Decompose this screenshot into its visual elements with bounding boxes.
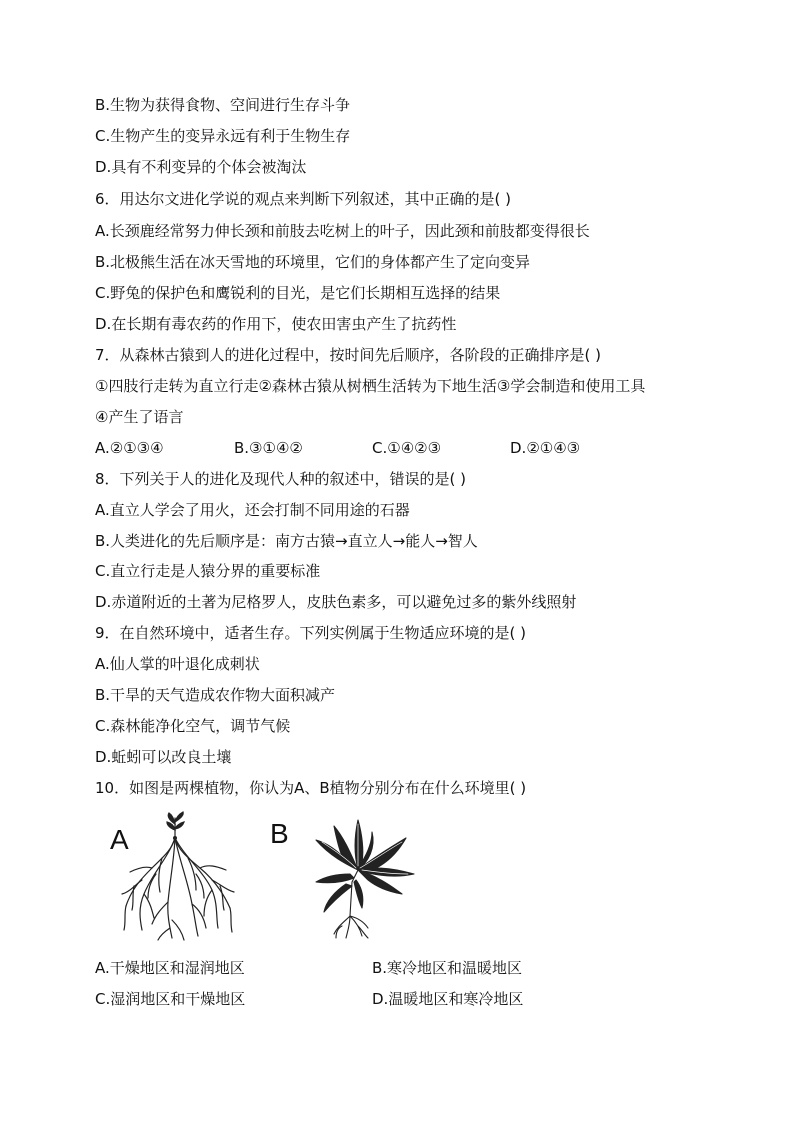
q10-option-c: C.湿润地区和干燥地区: [95, 990, 246, 1008]
q7-option-a: A.②①③④: [95, 439, 164, 457]
q5-option-b: B.生物为获得食物、空间进行生存斗争: [95, 96, 351, 114]
q8-option-a: A.直立人学会了用火，还会打制不同用途的石器: [95, 501, 410, 519]
q5-option-d: D.具有不利变异的个体会被淘汰: [95, 158, 307, 176]
q10-option-b: B.寒冷地区和温暖地区: [372, 959, 523, 977]
q10-option-a: A.干燥地区和湿润地区: [95, 959, 245, 977]
q8-option-b: B.人类进化的先后顺序是：南方古猿→直立人→能人→智人: [95, 532, 478, 550]
q7-option-d: D.②①④③: [510, 439, 581, 457]
q7-option-c: C.①④②③: [372, 439, 442, 457]
q9-option-b: B.干旱的天气造成农作物大面积减产: [95, 686, 336, 704]
q6-option-a: A.长颈鹿经常努力伸长颈和前肢去吃树上的叶子，因此颈和前肢都变得很长: [95, 222, 590, 240]
q7-statements-1: ①四肢行走转为直立行走②森林古猿从树栖生活转为下地生活③学会制造和使用工具: [95, 377, 646, 395]
q9-option-d: D.蚯蚓可以改良土壤: [95, 748, 232, 766]
q9-option-c: C.森林能净化空气，调节气候: [95, 717, 291, 735]
q5-option-c: C.生物产生的变异永远有利于生物生存: [95, 127, 351, 145]
q8-stem: 8．下列关于人的进化及现代人种的叙述中，错误的是( ): [95, 470, 467, 488]
q7-statements-2: ④产生了语言: [95, 408, 184, 426]
plant-a-illustration: [112, 810, 242, 942]
q9-stem: 9．在自然环境中，适者生存。下列实例属于生物适应环境的是( ): [95, 624, 527, 642]
q7-options: [95, 438, 695, 458]
q8-option-d: D.赤道附近的土著为尼格罗人，皮肤色素多，可以避免过多的紫外线照射: [95, 593, 577, 611]
q10-stem: 10．如图是两棵植物，你认为A、B植物分别分布在什么环境里( ): [95, 779, 527, 797]
q8-option-c: C.直立行走是人猿分界的重要标准: [95, 562, 321, 580]
q7-stem: 7．从森林古猿到人的进化过程中，按时间先后顺序，各阶段的正确排序是( ): [95, 346, 602, 364]
q6-option-d: D.在长期有毒农药的作用下，使农田害虫产生了抗药性: [95, 315, 457, 333]
q6-stem: 6．用达尔文进化学说的观点来判断下列叙述，其中正确的是( ): [95, 190, 512, 208]
q6-option-c: C.野兔的保护色和鹰锐利的目光，是它们长期相互选择的结果: [95, 284, 501, 302]
q7-option-b: B.③①④②: [234, 439, 303, 457]
q9-option-a: A.仙人掌的叶退化成刺状: [95, 655, 260, 673]
q10-option-d: D.温暖地区和寒冷地区: [372, 990, 524, 1008]
plant-b-illustration: [306, 812, 424, 942]
plant-a-label: A: [110, 824, 129, 855]
plant-b-label: B: [270, 818, 289, 849]
q6-option-b: B.北极熊生活在冰天雪地的环境里，它们的身体都产生了定向变异: [95, 253, 531, 271]
